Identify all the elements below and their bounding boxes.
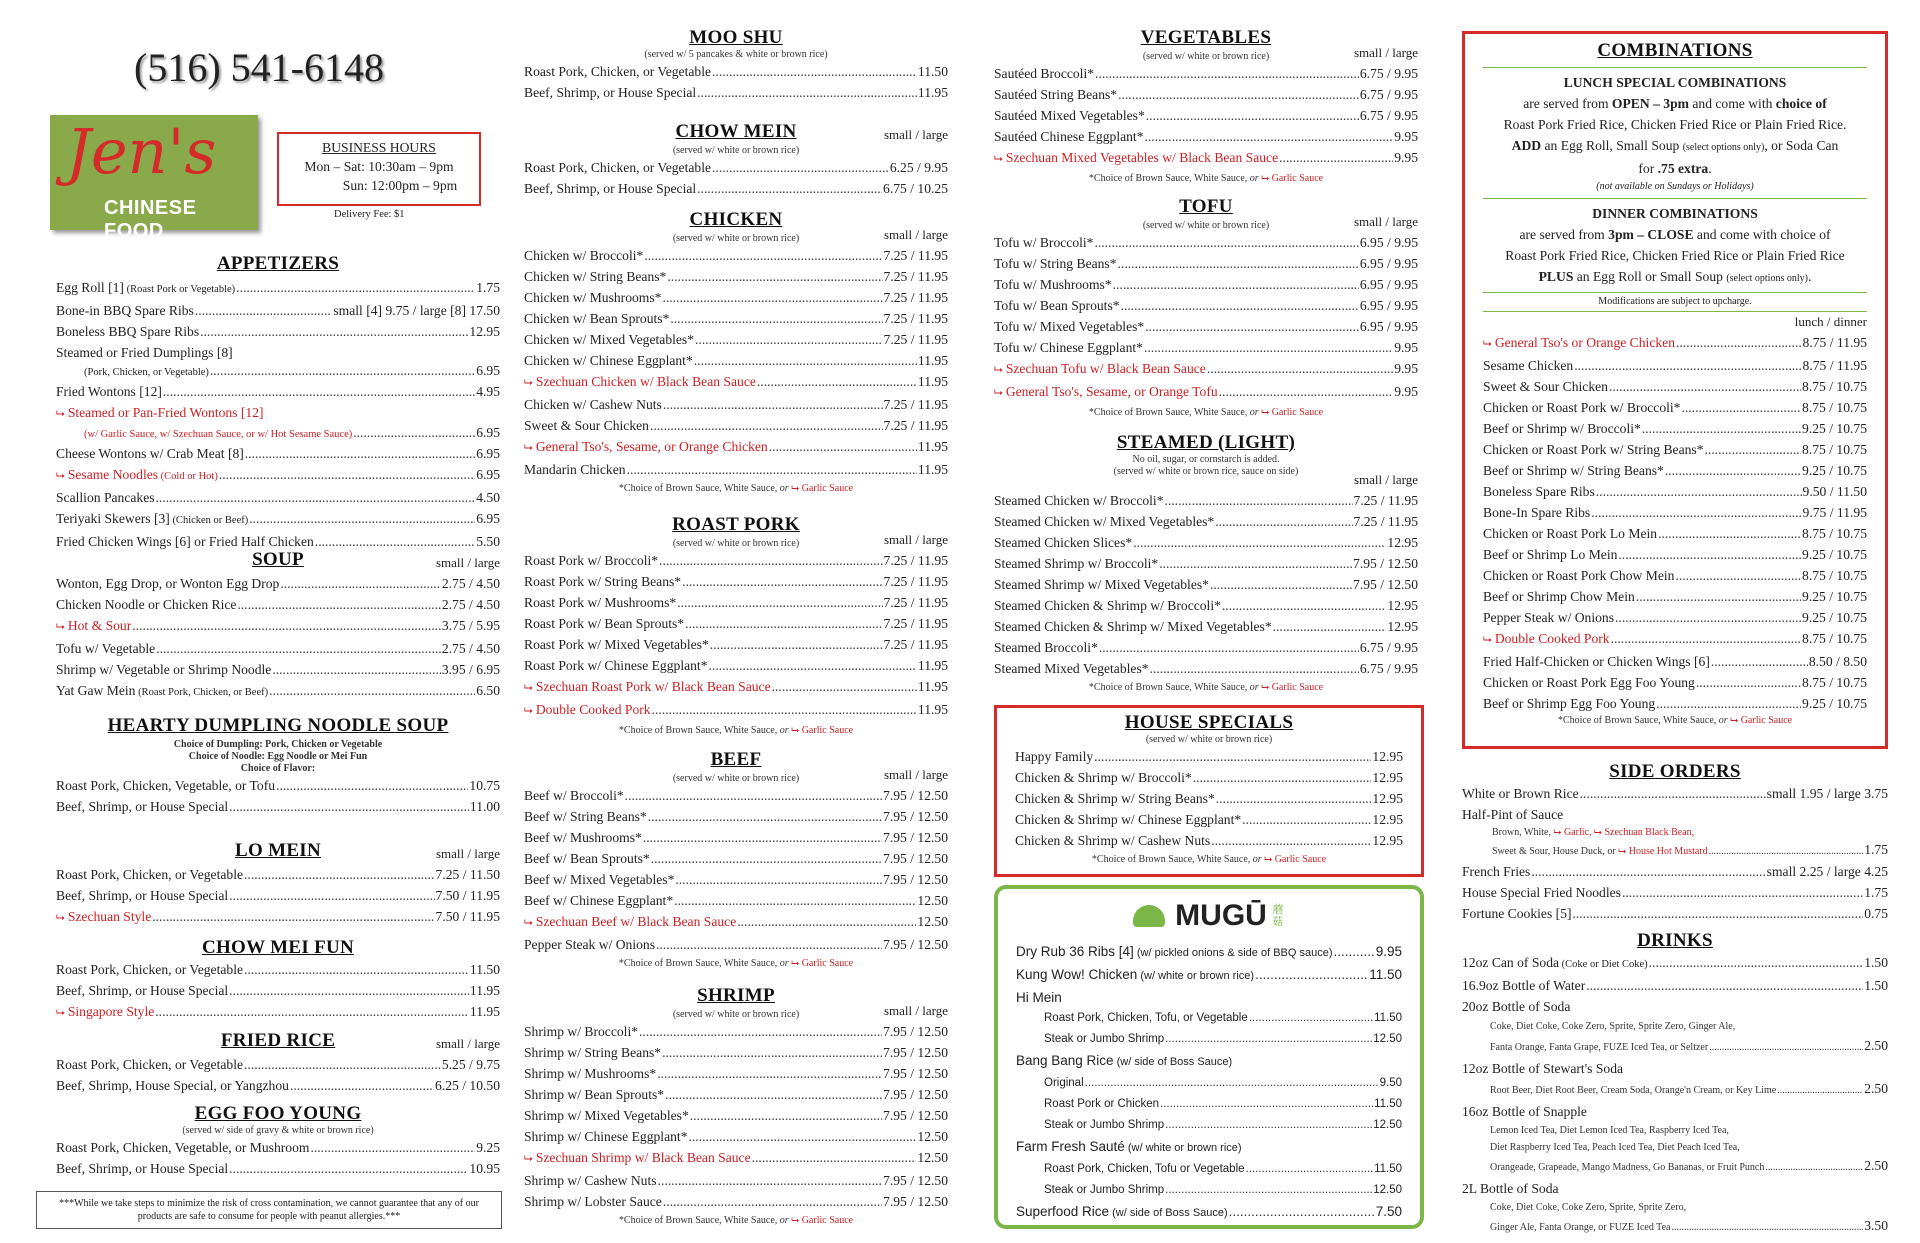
menu-item[interactable]: Tofu w/ Chinese Eggplant* ..... 9.95 xyxy=(994,337,1418,358)
menu-item[interactable]: Shrimp w/ Mushrooms* ..... 7.95 / 12.50 xyxy=(524,1063,948,1084)
menu-item[interactable]: Tofu w/ String Beans* ..... 6.95 / 9.95 xyxy=(994,253,1418,274)
menu-item[interactable]: Sweet & Sour Chicken ..... 8.75 / 10.75 xyxy=(1483,376,1867,397)
menu-item[interactable]: Chicken w/ Bean Sprouts* ..... 7.25 / 11.95 xyxy=(524,308,948,329)
side-orders-section: SIDE ORDERS White or Brown Rice ..... small 1.95 / large 3.75 Half-Pint of Sauce Brown, White, ⮡ Garlic, ⮡ Szechuan Black Bean, Sweet & Sour, House Duck, or ⮡ House Hot Mustard ..... 1.75 French Fries ..... small 2.25 / large 4.25 House Special Fried Noodles ..... 1.75 Fortune Cookies [5] ..... 0.75 xyxy=(1462,761,1888,924)
menu-item[interactable]: Sautéed Broccoli* ..... 6.75 / 9.95 xyxy=(994,63,1418,84)
menu-item[interactable]: Shrimp w/ Mixed Vegetables* ..... 7.95 / 12.50 xyxy=(524,1105,948,1126)
menu-item[interactable]: Beef w/ Mixed Vegetables* ..... 7.95 / 12.50 xyxy=(524,869,948,890)
menu-item[interactable]: ⮡ Double Cooked Pork ..... 8.75 / 10.75 xyxy=(1483,628,1867,651)
menu-item: Bang Bang Rice (w/ side of Boss Sauce) xyxy=(1016,1053,1233,1068)
menu-item-detail: (w/ Garlic Sauce, w/ Szechuan Sauce, or w/ Hot Sesame Sauce) ..... 6.95 xyxy=(56,425,500,443)
sauce-choice-note: *Choice of Brown Sauce, White Sauce, or ⮡ Garlic Sauce xyxy=(1557,715,1793,726)
chili-pepper-icon: ⮡ xyxy=(56,1007,65,1019)
roast-pork-list xyxy=(524,550,948,722)
appetizers-section xyxy=(56,253,500,552)
fried-rice-section xyxy=(56,1030,500,1096)
menu-item[interactable]: Sesame Chicken ..... 8.75 / 11.95 xyxy=(1483,355,1867,376)
menu-item[interactable]: Tofu w/ Bean Sprouts* ..... 6.95 / 9.95 xyxy=(994,295,1418,316)
mugu-logo: MUGŪ 蘑菇 xyxy=(1016,895,1402,941)
egg-foo-young-section: EGG FOO YOUNG (served w/ side of gravy & white or brown rice) Roast Pork, Chicken, Vegetable, or Mushroom ..... 9.25 Beef, Shrimp, or House Special ..... 10.95 xyxy=(56,1103,500,1179)
logo xyxy=(50,115,258,242)
chili-pepper-icon: ⮡ xyxy=(56,470,65,482)
chow-mei-fun-section xyxy=(56,937,500,1024)
sauce-choice-note: *Choice of Brown Sauce, White Sauce, or ⮡ Garlic Sauce xyxy=(618,483,854,494)
menu-item[interactable]: Shrimp w/ Vegetable or Shrimp Noodle ..... 3.95 / 6.95 xyxy=(56,659,500,680)
menu-item[interactable]: Sautéed Chinese Eggplant* ..... 9.95 xyxy=(994,126,1418,147)
menu-item[interactable]: Steamed Broccoli* ..... 6.75 / 9.95 xyxy=(994,637,1418,658)
chili-pepper-icon: ⮡ xyxy=(56,408,65,420)
shrimp-section: SHRIMP small / large (served w/ white or brown rice) Shrimp w/ Broccoli* ..... 7.95 / 12.50 Shrimp w/ String Beans* ..... 7.95 / 12.50 Shrimp w/ Mushrooms* ..... 7.95 / 12.50 Shrimp w/ Bean Sprouts* ..... 7.95 / 12.50 Shrimp w/ Mixed Vegetables* ..... 7.95 / 12.50 Shrimp w/ Chinese Eggplant* ..... 12.50 ⮡ Szechuan Shrimp w/ Black Bean Sauce ..... 12.50 Shrimp w/ Cashew Nuts ..... 7.95 / 12.50 Shrimp w/ Lobster Sauce ..... 7.95 / 12.50 *Choice of Brown Sauce, White Sauce, or ⮡ Garlic Sauce xyxy=(524,985,948,1231)
chicken-list xyxy=(524,245,948,480)
menu-item[interactable]: Steamed Chicken w/ Broccoli* ..... 7.25 / 11.95 xyxy=(994,490,1418,511)
menu-item[interactable]: Beef, Shrimp, or House Special ..... 11.95 xyxy=(56,980,500,1001)
menu-item[interactable]: Beef, Shrimp, or House Special ..... 6.75 / 10.25 xyxy=(524,178,948,199)
menu-item[interactable]: Chicken & Shrimp w/ String Beans* ..... 12.95 xyxy=(1015,788,1403,809)
menu-item[interactable]: Happy Family ..... 12.95 xyxy=(1015,746,1403,767)
menu-item[interactable]: Fortune Cookies [5] ..... 0.75 xyxy=(1462,903,1888,924)
business-hours-box xyxy=(277,132,481,206)
menu-item[interactable]: Steak or Jumbo Shrimp ..... 12.50 xyxy=(1016,1115,1402,1136)
menu-item[interactable]: Beef, Shrimp, or House Special ..... 11.95 xyxy=(524,82,948,103)
menu-item[interactable]: Roast Pork, Chicken, or Vegetable ..... 5.25 / 9.75 xyxy=(56,1054,500,1075)
chili-pepper-icon: ⮡ xyxy=(524,1153,533,1165)
tofu-list xyxy=(994,232,1418,404)
menu-item[interactable]: Chicken or Roast Pork Chow Mein ..... 8.75 / 10.75 xyxy=(1483,565,1867,586)
menu-item[interactable]: Half-Pint of Sauce xyxy=(1462,807,1564,822)
menu-item[interactable]: Chicken w/ Mixed Vegetables* ..... 7.25 / 11.95 xyxy=(524,329,948,350)
menu-item[interactable]: Beef or Shrimp w/ String Beans* ..... 9.25 / 10.75 xyxy=(1483,460,1867,481)
vegetables-title: VEGETABLES xyxy=(1140,27,1272,48)
menu-item[interactable]: Beef or Shrimp Egg Foo Young ..... 9.25 / 10.75 xyxy=(1483,693,1867,714)
menu-item[interactable]: Steamed Shrimp w/ Broccoli* ..... 7.95 / 12.50 xyxy=(994,553,1418,574)
menu-item[interactable]: Wonton, Egg Drop, or Wonton Egg Drop ..... 2.75 / 4.50 xyxy=(56,573,500,594)
menu-item[interactable]: ⮡ Szechuan Shrimp w/ Black Bean Sauce ..... 12.50 xyxy=(524,1147,948,1170)
menu-item[interactable]: Roast Pork, Chicken, or Vegetable ..... 7.25 / 11.50 xyxy=(56,864,500,885)
menu-item[interactable]: Chicken w/ Mushrooms* ..... 7.25 / 11.95 xyxy=(524,287,948,308)
menu-item[interactable]: Beef w/ String Beans* ..... 7.95 / 12.50 xyxy=(524,806,948,827)
menu-item[interactable]: Shrimp w/ Chinese Eggplant* ..... 12.50 xyxy=(524,1126,948,1147)
drinks-title: DRINKS xyxy=(1637,930,1713,951)
menu-item[interactable]: ⮡ Szechuan Roast Pork w/ Black Bean Sauce ..... 11.95 xyxy=(524,676,948,699)
hours-line-1: Mon – Sat: 10:30am – 9pm xyxy=(304,159,454,174)
menu-item[interactable]: Chicken Noodle or Chicken Rice ..... 2.75 / 4.50 xyxy=(56,594,500,615)
menu-item[interactable]: Steamed Chicken Slices* ..... 12.95 xyxy=(994,532,1418,553)
menu-item[interactable]: Fried Half-Chicken or Chicken Wings [6] ..... 8.50 / 8.50 xyxy=(1483,651,1867,672)
menu-item[interactable]: House Special Fried Noodles ..... 1.75 xyxy=(1462,882,1888,903)
menu-item[interactable]: Steamed Chicken w/ Mixed Vegetables* ..... 7.25 / 11.95 xyxy=(994,511,1418,532)
size-header: small / large xyxy=(435,1036,500,1051)
lunch-combos-title: LUNCH SPECIAL COMBINATIONS xyxy=(1563,75,1787,90)
menu-item[interactable]: Shrimp w/ String Beans* ..... 7.95 / 12.50 xyxy=(524,1042,948,1063)
menu-item[interactable]: Roast Pork w/ Broccoli* ..... 7.25 / 11.95 xyxy=(524,550,948,571)
menu-item[interactable]: ⮡ General Tso's or Orange Chicken ..... 8.75 / 11.95 xyxy=(1483,332,1867,355)
chili-pepper-icon: ⮡ xyxy=(1483,634,1492,646)
sauce-choice-note: *Choice of Brown Sauce, White Sauce, or ⮡ Garlic Sauce xyxy=(618,958,854,969)
menu-item[interactable]: Fried Wontons [12] ..... 4.95 xyxy=(56,381,500,402)
menu-item[interactable]: Beef or Shrimp Chow Mein ..... 9.25 / 10.75 xyxy=(1483,586,1867,607)
chili-pepper-icon: ⮡ xyxy=(524,442,533,454)
menu-item[interactable]: Teriyaki Skewers [3] (Chicken or Beef) ..... 6.95 xyxy=(56,508,500,531)
menu-item[interactable]: French Fries ..... small 2.25 / large 4.25 xyxy=(1462,861,1888,882)
shrimp-list xyxy=(524,1021,948,1212)
menu-item[interactable]: Tofu w/ Mixed Vegetables* ..... 6.95 / 9.95 xyxy=(994,316,1418,337)
fried-rice-title: FRIED RICE xyxy=(220,1030,336,1051)
menu-item[interactable]: Chicken & Shrimp w/ Broccoli* ..... 12.95 xyxy=(1015,767,1403,788)
side-orders-list xyxy=(1462,861,1888,924)
sauce-choice-note: *Choice of Brown Sauce, White Sauce, or ⮡ Garlic Sauce xyxy=(1091,854,1327,865)
menu-item[interactable]: Chicken or Roast Pork w/ Broccoli* ..... 8.75 / 10.75 xyxy=(1483,397,1867,418)
menu-item[interactable]: ⮡ Sesame Noodles (Cold or Hot) ..... 6.95 xyxy=(56,464,500,487)
chicken-section: CHICKEN small / large (served w/ white or brown rice) Chicken w/ Broccoli* ..... 7.25 / 11.95 Chicken w/ String Beans* ..... 7.25 / 11.95 Chicken w/ Mushrooms* ..... 7.25 / 11.95 Chicken w/ Bean Sprouts* ..... 7.25 / 11.95 Chicken w/ Mixed Vegetables* ..... 7.25 / 11.95 Chicken w/ Chinese Eggplant* ..... 11.95 ⮡ Szechuan Chicken w/ Black Bean Sauce ..... 11.95 Chicken w/ Cashew Nuts ..... 7.25 / 11.95 Sweet & Sour Chicken ..... 7.25 / 11.95 ⮡ General Tso's, Sesame, or Orange Chicken ..... 11.95 Mandarin Chicken ..... 11.95 *Choice of Brown Sauce, White Sauce, or ⮡ Garlic Sauce xyxy=(524,209,948,499)
menu-item[interactable]: Steak or Jumbo Shrimp ..... 12.50 xyxy=(1016,1029,1402,1050)
menu-item[interactable]: Steak or Jumbo Shrimp ..... 12.50 xyxy=(1016,1180,1402,1201)
menu-item[interactable]: Bone-in BBQ Spare Ribs ..... small [4] 9.75 / large [8] 17.50 xyxy=(56,300,500,321)
tofu-title: TOFU xyxy=(1179,196,1233,217)
chicken-title: CHICKEN xyxy=(689,209,783,230)
hours-line-2: Sun: 12:00pm – 9pm xyxy=(342,178,458,193)
menu-item[interactable]: Roast Pork, Chicken, or Vegetable ..... 11.50 xyxy=(56,959,500,980)
menu-item[interactable]: 16oz Bottle of Snapple xyxy=(1462,1104,1587,1119)
chili-pepper-icon: ⮡ xyxy=(994,364,1003,376)
drinks-section: DRINKS 12oz Can of Soda (Coke or Diet Coke) ..... 1.50 16.9oz Bottle of Water ..... 1.50 20oz Bottle of Soda Coke, Diet Coke, Coke Zero, Sprite, Sprite Zero, Ginger Ale, Fanta Orange, Fanta Grape, FUZE Iced Tea, or Seltzer ..... 2.50 12oz Bottle of Stewart's Soda Root Beer, Diet Root Beer, Cream Soda, Orange'n Cream, or Key Lime ..... 2.50 16oz Bottle of Snapple Lemon Iced Tea, Diet Lemon Iced Tea, Raspberry Iced Tea, Diet Raspberry Iced Tea, Peach Iced Tea, Diet Peach Iced Tea, Orangeade, Grapeade, Mango Madness, Go Bananas, or Fruit Punch ..... 2.50 2L Bottle of Soda Coke, Diet Coke, Coke Zero, Sprite, Sprite Zero, Ginger Ale, Fanta Orange, or FUZE Iced Tea ..... 3.50 xyxy=(1462,930,1888,1238)
menu-item[interactable]: Roast Pork w/ Chinese Eggplant* ..... 11.95 xyxy=(524,655,948,676)
menu-item[interactable]: Chicken or Roast Pork w/ String Beans* ..... 8.75 / 10.75 xyxy=(1483,439,1867,460)
menu-item[interactable]: Steamed Chicken & Shrimp w/ Mixed Vegetables* ..... 12.95 xyxy=(994,616,1418,637)
menu-item[interactable]: Shrimp w/ Lobster Sauce ..... 7.95 / 12.50 xyxy=(524,1191,948,1212)
soup-title: SOUP xyxy=(252,549,304,570)
menu-item[interactable]: Tofu w/ Broccoli* ..... 6.95 / 9.95 xyxy=(994,232,1418,253)
side-orders-title: SIDE ORDERS xyxy=(1609,761,1741,782)
sauce-choice-note: *Choice of Brown Sauce, White Sauce, or ⮡ Garlic Sauce xyxy=(1088,682,1324,693)
chili-pepper-icon: ⮡ xyxy=(524,705,533,717)
sauce-choice-note: *Choice of Brown Sauce, White Sauce, or ⮡ Garlic Sauce xyxy=(1088,407,1324,418)
menu-item[interactable]: Boneless BBQ Spare Ribs ..... 12.95 xyxy=(56,321,500,342)
menu-item-detail: Sweet & Sour, House Duck, or ⮡ House Hot Mustard ..... 1.75 xyxy=(1462,841,1888,861)
menu-item[interactable]: Beef w/ Broccoli* ..... 7.95 / 12.50 xyxy=(524,785,948,806)
roast-pork-section: ROAST PORK small / large (served w/ white or brown rice) Roast Pork w/ Broccoli* ..... 7.25 / 11.95 Roast Pork w/ String Beans* ..... 7.25 / 11.95 Roast Pork w/ Mushrooms* ..... 7.25 / 11.95 Roast Pork w/ Bean Sprouts* ..... 7.25 / 11.95 Roast Pork w/ Mixed Vegetables* ..... 7.25 / 11.95 Roast Pork w/ Chinese Eggplant* ..... 11.95 ⮡ Szechuan Roast Pork w/ Black Bean Sauce ..... 11.95 ⮡ Double Cooked Pork ..... 11.95 *Choice of Brown Sauce, White Sauce, or ⮡ Garlic Sauce xyxy=(524,514,948,741)
menu-item[interactable]: Roast Pork, Chicken, Vegetable, or Mushroom ..... 9.25 xyxy=(56,1137,500,1158)
menu-item[interactable]: Steamed Shrimp w/ Mixed Vegetables* ..... 7.95 / 12.50 xyxy=(994,574,1418,595)
moo-shu-title: MOO SHU xyxy=(689,27,783,48)
menu-item[interactable]: Roast Pork w/ String Beans* ..... 7.25 / 11.95 xyxy=(524,571,948,592)
menu-item[interactable]: Egg Roll [1] (Roast Pork or Vegetable) ..... 1.75 xyxy=(56,277,500,300)
beef-section: BEEF small / large (served w/ white or brown rice) Beef w/ Broccoli* ..... 7.95 / 12.50 Beef w/ String Beans* ..... 7.95 / 12.50 Beef w/ Mushrooms* ..... 7.95 / 12.50 Beef w/ Bean Sprouts* ..... 7.95 / 12.50 Beef w/ Mixed Vegetables* ..... 7.95 / 12.50 Beef w/ Chinese Eggplant* ..... 12.50 ⮡ Szechuan Beef w/ Black Bean Sauce ..... 12.50 Pepper Steak w/ Onions ..... 7.95 / 12.50 *Choice of Brown Sauce, White Sauce, or ⮡ Garlic Sauce xyxy=(524,749,948,974)
hours-title: BUSINESS HOURS xyxy=(322,140,436,155)
menu-item-detail: (Pork, Chicken, or Vegetable) ..... 6.95 xyxy=(56,363,500,381)
size-header: small / large xyxy=(435,555,500,570)
size-header: small / large xyxy=(1353,45,1418,60)
house-specials-box: HOUSE SPECIALS (served w/ white or brown rice) Happy Family ..... 12.95 Chicken & Shrimp w/ Broccoli* ..... 12.95 Chicken & Shrimp w/ String Beans* ..... 12.95 Chicken & Shrimp w/ Chinese Eggplant* ..... 12.95 Chicken & Shrimp w/ Cashew Nuts ..... 12.95 *Choice of Brown Sauce, White Sauce, or ⮡ Garlic Sauce xyxy=(994,705,1424,877)
chili-pepper-icon: ⮡ xyxy=(994,153,1003,165)
menu-item[interactable]: Chicken & Shrimp w/ Cashew Nuts ..... 12.95 xyxy=(1015,830,1403,851)
menu-item[interactable]: Yat Gaw Mein (Roast Pork, Chicken, or Beef) ..... 6.50 xyxy=(56,680,500,703)
size-header: small / large xyxy=(435,846,500,861)
menu-item[interactable]: Chicken w/ Broccoli* ..... 7.25 / 11.95 xyxy=(524,245,948,266)
steamed-title: STEAMED (LIGHT) xyxy=(1116,432,1296,453)
chili-pepper-icon: ⮡ xyxy=(524,377,533,389)
menu-item[interactable]: ⮡ Szechuan Mixed Vegetables w/ Black Bean Sauce ..... 9.95 xyxy=(994,147,1418,170)
lunch-description: are served from OPEN – 3pm and come with choice of xyxy=(1523,96,1827,111)
menu-item[interactable]: Chicken w/ Cashew Nuts ..... 7.25 / 11.95 xyxy=(524,394,948,415)
chow-mei-fun-title: CHOW MEI FUN xyxy=(201,937,355,958)
sauce-choice-note: *Choice of Brown Sauce, White Sauce, or ⮡ Garlic Sauce xyxy=(618,1215,854,1226)
menu-item[interactable]: 16.9oz Bottle of Water ..... 1.50 xyxy=(1462,975,1888,996)
menu-item[interactable]: Pepper Steak w/ Onions ..... 7.95 / 12.50 xyxy=(524,934,948,955)
menu-item[interactable]: Fried Chicken Wings [6] or Fried Half Chicken ..... 5.50 xyxy=(56,531,500,552)
logo-script: Jen's xyxy=(66,115,217,188)
chili-pepper-icon: ⮡ xyxy=(1483,338,1492,350)
roast-pork-title: ROAST PORK xyxy=(672,514,800,535)
menu-item[interactable]: Beef w/ Chinese Eggplant* ..... 12.50 xyxy=(524,890,948,911)
menu-item: Farm Fresh Sauté (w/ white or brown rice) xyxy=(1016,1139,1242,1154)
menu-item[interactable]: Steamed or Fried Dumplings [8] xyxy=(56,345,233,360)
logo-tagline: CHINESE FOOD xyxy=(104,197,197,242)
menu-item[interactable]: ⮡ Singapore Style ..... 11.95 xyxy=(56,1001,500,1024)
menu-item[interactable]: 12oz Bottle of Stewart's Soda xyxy=(1462,1061,1624,1076)
menu-item[interactable]: Shrimp w/ Broccoli* ..... 7.95 / 12.50 xyxy=(524,1021,948,1042)
menu-item[interactable]: Steamed Mixed Vegetables* ..... 6.75 / 9.95 xyxy=(994,658,1418,679)
menu-item[interactable]: Superfood Rice (w/ side of Boss Sauce) ..... 7.50 xyxy=(1016,1201,1402,1224)
mugu-list xyxy=(1016,941,1402,1224)
menu-item[interactable]: Roast Pork, Chicken, or Vegetable ..... 11.50 xyxy=(524,61,948,82)
menu-item[interactable]: 2L Bottle of Soda xyxy=(1462,1181,1559,1196)
mushroom-icon xyxy=(1133,905,1165,927)
soup-section xyxy=(56,549,500,703)
menu-item[interactable]: Chicken & Shrimp w/ Chinese Eggplant* ..... 12.95 xyxy=(1015,809,1403,830)
menu-item[interactable]: ⮡ Double Cooked Pork ..... 11.95 xyxy=(524,699,948,722)
size-header: small / large xyxy=(883,227,948,242)
menu-item[interactable]: Roast Pork w/ Mushrooms* ..... 7.25 / 11.95 xyxy=(524,592,948,613)
menu-item[interactable]: Tofu w/ Mushrooms* ..... 6.95 / 9.95 xyxy=(994,274,1418,295)
menu-item[interactable]: Sautéed Mixed Vegetables* ..... 6.75 / 9.95 xyxy=(994,105,1418,126)
sauce-choice-note: *Choice of Brown Sauce, White Sauce, or ⮡ Garlic Sauce xyxy=(618,725,854,736)
menu-item[interactable]: Cheese Wontons w/ Crab Meat [8] ..... 6.95 xyxy=(56,443,500,464)
menu-item[interactable]: ⮡ General Tso's, Sesame, or Orange Chicken ..... 11.95 xyxy=(524,436,948,459)
appetizers-title: APPETIZERS xyxy=(216,253,340,274)
menu-item[interactable]: Roast Pork or Chicken ..... 11.50 xyxy=(1016,1094,1402,1115)
lo-mein-section xyxy=(56,840,500,929)
menu-item[interactable]: Beef, Shrimp, or House Special ..... 10.95 xyxy=(56,1158,500,1179)
menu-item[interactable]: Beef or Shrimp Lo Mein ..... 9.25 / 10.75 xyxy=(1483,544,1867,565)
menu-item[interactable]: Pepper Steak w/ Onions ..... 9.25 / 10.75 xyxy=(1483,607,1867,628)
size-header: small / large xyxy=(883,1003,948,1018)
sauce-choice-note: *Choice of Brown Sauce, White Sauce, or ⮡ Garlic Sauce xyxy=(1088,173,1324,184)
chili-pepper-icon: ⮡ xyxy=(56,621,65,633)
size-header: small / large xyxy=(1353,214,1418,229)
dinner-combos-title: DINNER COMBINATIONS xyxy=(1592,206,1758,221)
menu-item[interactable]: Beef, Shrimp, or House Special ..... 7.50 / 11.95 xyxy=(56,885,500,906)
menu-item[interactable]: Scallion Pancakes ..... 4.50 xyxy=(56,487,500,508)
menu-item[interactable]: Chicken w/ String Beans* ..... 7.25 / 11.95 xyxy=(524,266,948,287)
menu-item[interactable]: Shrimp w/ Bean Sprouts* ..... 7.95 / 12.50 xyxy=(524,1084,948,1105)
menu-item[interactable]: ⮡ General Tso's, Sesame, or Orange Tofu ..... 9.95 xyxy=(994,381,1418,404)
menu-item[interactable]: ⮡ Steamed or Pan-Fried Wontons [12] xyxy=(56,405,264,420)
steamed-section: STEAMED (LIGHT) No oil, sugar, or cornstarch is added. (served w/ white or brown rice, sauce on side) small / large Steamed Chicken w/ Broccoli* ..... 7.25 / 11.95 Steamed Chicken w/ Mixed Vegetables* ..... 7.25 / 11.95 Steamed Chicken Slices* ..... 12.95 Steamed Shrimp w/ Broccoli* ..... 7.95 / 12.50 Steamed Shrimp w/ Mixed Vegetables* ..... 7.95 / 12.50 Steamed Chicken & Shrimp w/ Broccoli* ..... 12.95 Steamed Chicken & Shrimp w/ Mixed Vegetables* ..... 12.95 Steamed Broccoli* ..... 6.75 / 9.95 Steamed Mixed Vegetables* ..... 6.75 / 9.95 *Choice of Brown Sauce, White Sauce, or ⮡ Garlic Sauce xyxy=(994,432,1418,698)
menu-item[interactable]: Sautéed String Beans* ..... 6.75 / 9.95 xyxy=(994,84,1418,105)
menu-item[interactable]: Roast Pork, Chicken, Tofu or Vegetable ..... 11.50 xyxy=(1016,1159,1402,1180)
menu-item[interactable]: Roast Pork w/ Bean Sprouts* ..... 7.25 / 11.95 xyxy=(524,613,948,634)
chow-mein-section: CHOW MEIN small / large (served w/ white or brown rice) Roast Pork, Chicken, or Vegetable ..... 6.25 / 9.95 Beef, Shrimp, or House Special ..... 6.75 / 10.25 xyxy=(524,121,948,199)
menu-item[interactable]: Chicken or Roast Pork Lo Mein ..... 8.75 / 10.75 xyxy=(1483,523,1867,544)
menu-item[interactable]: Original ..... 9.50 xyxy=(1016,1073,1402,1094)
vegetables-section: VEGETABLES small / large (served w/ white or brown rice) Sautéed Broccoli* ..... 6.75 / 9.95 Sautéed String Beans* ..... 6.75 / 9.95 Sautéed Mixed Vegetables* ..... 6.75 / 9.95 Sautéed Chinese Eggplant* ..... 9.95 ⮡ Szechuan Mixed Vegetables w/ Black Bean Sauce ..... 9.95 *Choice of Brown Sauce, White Sauce, or ⮡ Garlic Sauce xyxy=(994,27,1418,189)
menu-item[interactable]: Bone-In Spare Ribs ..... 9.75 / 11.95 xyxy=(1483,502,1867,523)
size-header: small / large xyxy=(883,532,948,547)
tofu-section: TOFU small / large (served w/ white or brown rice) Tofu w/ Broccoli* ..... 6.95 / 9.95 Tofu w/ String Beans* ..... 6.95 / 9.95 Tofu w/ Mushrooms* ..... 6.95 / 9.95 Tofu w/ Bean Sprouts* ..... 6.95 / 9.95 Tofu w/ Mixed Vegetables* ..... 6.95 / 9.95 Tofu w/ Chinese Eggplant* ..... 9.95 ⮡ Szechuan Tofu w/ Black Bean Sauce ..... 9.95 ⮡ General Tso's, Sesame, or Orange Tofu ..... 9.95 *Choice of Brown Sauce, White Sauce, or ⮡ Garlic Sauce xyxy=(994,196,1418,423)
menu-item[interactable]: Boneless Spare Ribs ..... 9.50 / 11.50 xyxy=(1483,481,1867,502)
menu-item[interactable]: Beef or Shrimp w/ Broccoli* ..... 9.25 / 10.75 xyxy=(1483,418,1867,439)
menu-item[interactable]: ⮡ Szechuan Beef w/ Black Bean Sauce ..... 12.50 xyxy=(524,911,948,934)
size-header: small / large xyxy=(883,767,948,782)
steamed-list xyxy=(994,490,1418,679)
lunch-dinner-header: lunch / dinner xyxy=(1794,314,1867,329)
size-header: small / large xyxy=(883,127,948,142)
moo-shu-section: MOO SHU (served w/ 5 pancakes & white or brown rice) Roast Pork, Chicken, or Vegetable ..... 11.50 Beef, Shrimp, or House Special ..... 11.95 xyxy=(524,27,948,103)
chow-mein-title: CHOW MEIN xyxy=(675,121,797,142)
mugu-box xyxy=(994,885,1424,1229)
hearty-soup-title: HEARTY DUMPLING NOODLE SOUP xyxy=(107,715,449,736)
menu-item[interactable]: Tofu w/ Vegetable ..... 2.75 / 4.50 xyxy=(56,638,500,659)
combinations-box: COMBINATIONS LUNCH SPECIAL COMBINATIONS are served from OPEN – 3pm and come with choice of Roast Pork Fried Rice, Chicken Fried Rice or Plain Fried Rice. ADD an Egg Roll, Small Soup (select options only), or Soda Can for .75 extra. (not available on Sundays or Holidays) DINNER COMBINATIONS are served from 3pm – CLOSE and come with choice of Roast Pork Fried Rice, Chicken Fried Rice or Plain Fried Rice PLUS an Egg Roll or Small Soup (select options only). Modifications are subject to upcharge. lunch / dinner ⮡ General Tso's or Orange Chicken ..... 8.75 / 11.95 Sesame Chicken ..... 8.75 / 11.95 Sweet & Sour Chicken ..... 8.75 / 10.75 Chicken or Roast Pork w/ Broccoli* ..... 8.75 / 10.75 Beef or Shrimp w/ Broccoli* ..... 9.25 / 10.75 Chicken or Roast Pork w/ String Beans* ..... 8.75 / 10.75 Beef or Shrimp w/ String Beans* ..... 9.25 / 10.75 Boneless Spare Ribs ..... 9.50 / 11.50 Bone-In Spare Ribs ..... 9.75 / 11.95 Chicken or Roast Pork Lo Mein ..... 8.75 / 10.75 Beef or Shrimp Lo Mein ..... 9.25 / 10.75 Chicken or Roast Pork Chow Mein ..... 8.75 / 10.75 Beef or Shrimp Chow Mein ..... 9.25 / 10.75 Pepper Steak w/ Onions ..... 9.25 / 10.75 ⮡ Double Cooked Pork ..... 8.75 / 10.75 Fried Half-Chicken or Chicken Wings [6] ..... 8.50 / 8.50 Chicken or Roast Pork Egg Foo Young ..... 8.75 / 10.75 Beef or Shrimp Egg Foo Young ..... 9.25 / 10.75 *Choice of Brown Sauce, White Sauce, or ⮡ Garlic Sauce xyxy=(1462,31,1888,749)
menu-item[interactable]: Kung Wow! Chicken (w/ white or brown rice) ..... 11.50 xyxy=(1016,964,1402,987)
combinations-list xyxy=(1483,332,1867,714)
menu-item[interactable]: 20oz Bottle of Soda xyxy=(1462,999,1571,1014)
combinations-title: COMBINATIONS xyxy=(1597,40,1753,61)
chili-pepper-icon: ⮡ xyxy=(524,917,533,929)
delivery-fee: Delivery Fee: $1 xyxy=(334,209,405,220)
menu-item[interactable]: Roast Pork w/ Mixed Vegetables* ..... 7.25 / 11.95 xyxy=(524,634,948,655)
menu-item[interactable]: ⮡ Hot & Sour ..... 3.75 / 5.95 xyxy=(56,615,500,638)
menu-item[interactable]: Beef, Shrimp, House Special, or Yangzhou ..... 6.25 / 10.50 xyxy=(56,1075,500,1096)
allergy-notice: ***While we take steps to minimize the risk of cross contamination, we cannot guarantee that any of our products are safe to consume for people with peanut allergies.*** xyxy=(36,1191,502,1229)
house-specials-list xyxy=(1015,746,1403,851)
menu-item[interactable]: Roast Pork, Chicken, or Vegetable ..... 6.25 / 9.95 xyxy=(524,157,948,178)
menu-item: Hi Mein xyxy=(1016,990,1062,1005)
lo-mein-title: LO MEIN xyxy=(234,840,322,861)
menu-item[interactable]: Dry Rub 36 Ribs [4] (w/ pickled onions & side of BBQ sauce) ..... 9.95 xyxy=(1016,941,1402,964)
chili-pepper-icon: ⮡ xyxy=(994,387,1003,399)
menu-item[interactable]: 12oz Can of Soda (Coke or Diet Coke) ..... 1.50 xyxy=(1462,952,1888,975)
menu-item[interactable]: Roast Pork, Chicken, Vegetable, or Tofu ..... 10.75 xyxy=(56,775,500,796)
beef-title: BEEF xyxy=(710,749,762,770)
hearty-soup-section: HEARTY DUMPLING NOODLE SOUP Choice of Dumpling: Pork, Chicken or Vegetable Choice of Noodle: Egg Noodle or Mei Fun Choice of Flavor: Roast Pork, Chicken, Vegetable, or Tofu ..... 10.75 Beef, Shrimp, or House Special ..... 11.00 xyxy=(56,715,500,817)
menu-item[interactable]: Shrimp w/ Cashew Nuts ..... 7.95 / 12.50 xyxy=(524,1170,948,1191)
house-specials-title: HOUSE SPECIALS xyxy=(1124,712,1294,733)
egg-foo-young-title: EGG FOO YOUNG xyxy=(194,1103,362,1124)
menu-item[interactable]: Beef w/ Mushrooms* ..... 7.95 / 12.50 xyxy=(524,827,948,848)
menu-item[interactable]: Chicken w/ Chinese Eggplant* ..... 11.95 xyxy=(524,350,948,371)
chili-pepper-icon: ⮡ xyxy=(524,682,533,694)
menu-item[interactable]: White or Brown Rice ..... small 1.95 / large 3.75 xyxy=(1462,783,1888,804)
menu-item[interactable]: Mandarin Chicken ..... 11.95 xyxy=(524,459,948,480)
menu-item[interactable]: Beef, Shrimp, or House Special ..... 11.00 xyxy=(56,796,500,817)
chili-pepper-icon: ⮡ xyxy=(56,912,65,924)
menu-item[interactable]: Beef w/ Bean Sprouts* ..... 7.95 / 12.50 xyxy=(524,848,948,869)
size-header: small / large xyxy=(1353,472,1418,487)
phone-number: (516) 541-6148 xyxy=(134,45,384,90)
menu-item[interactable]: ⮡ Szechuan Tofu w/ Black Bean Sauce ..... 9.95 xyxy=(994,358,1418,381)
menu-item[interactable]: Sweet & Sour Chicken ..... 7.25 / 11.95 xyxy=(524,415,948,436)
shrimp-title: SHRIMP xyxy=(697,985,775,1006)
menu-item[interactable]: ⮡ Szechuan Chicken w/ Black Bean Sauce ..... 11.95 xyxy=(524,371,948,394)
beef-list xyxy=(524,785,948,955)
menu-item[interactable]: Roast Pork, Chicken, Tofu, or Vegetable ..... 11.50 xyxy=(1016,1008,1402,1029)
menu-item[interactable]: Steamed Chicken & Shrimp w/ Broccoli* ..... 12.95 xyxy=(994,595,1418,616)
menu-item[interactable]: ⮡ Szechuan Style ..... 7.50 / 11.95 xyxy=(56,906,500,929)
vegetables-list xyxy=(994,63,1418,170)
menu-item[interactable]: Chicken or Roast Pork Egg Foo Young ..... 8.75 / 10.75 xyxy=(1483,672,1867,693)
